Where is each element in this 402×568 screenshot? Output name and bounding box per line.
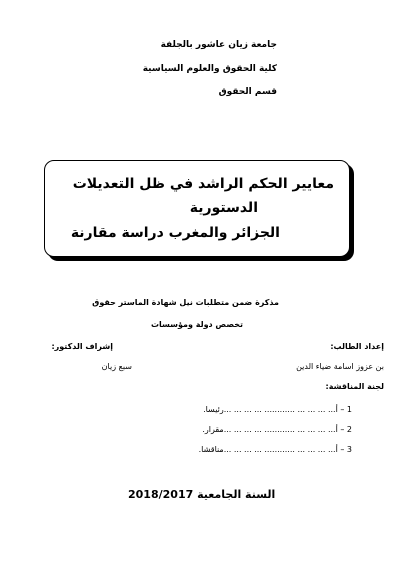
- university-name: جامعة زيان عاشور بالجلفة: [160, 40, 277, 50]
- supervisor-label: إشراف الدكتور:: [51, 342, 113, 351]
- faculty-name: كلية الحقوق والعلوم السياسية: [142, 64, 277, 74]
- committee-label: لجنة المناقشة:: [325, 382, 384, 391]
- academic-year: السنة الجامعية 2018/2017: [128, 488, 276, 501]
- department-name: قسم الحقوق: [218, 87, 277, 97]
- specialty: تخصص دولة ومؤسسات: [150, 320, 243, 329]
- committee-member-3: 3 – أ... ... ... ... ............ ... ... ... ...مناقشا.: [198, 445, 352, 454]
- thesis-title-line-3: الجزائر والمغرب دراسة مقارنة: [70, 225, 280, 241]
- committee-member-1: 1 – أ... ... ... ... ............ ... ... ... ...رئيسا.: [203, 405, 352, 414]
- thesis-title-line-2: الدستورية: [189, 200, 258, 216]
- memo-statement: مذكرة ضمن متطلبات نيل شهادة الماستر حقوق: [92, 298, 279, 307]
- student-label: إعداد الطالب:: [330, 342, 384, 351]
- student-name: بن عزوز اسامة ضياء الدين: [296, 362, 384, 371]
- supervisor-name: سبع زيان: [101, 362, 132, 371]
- committee-member-2: 2 – أ... ... ... ... ............ ... ... ... ...مقرار.: [202, 425, 352, 434]
- thesis-title-line-1: معايير الحكم الراشد في ظل التعديلات: [72, 176, 334, 192]
